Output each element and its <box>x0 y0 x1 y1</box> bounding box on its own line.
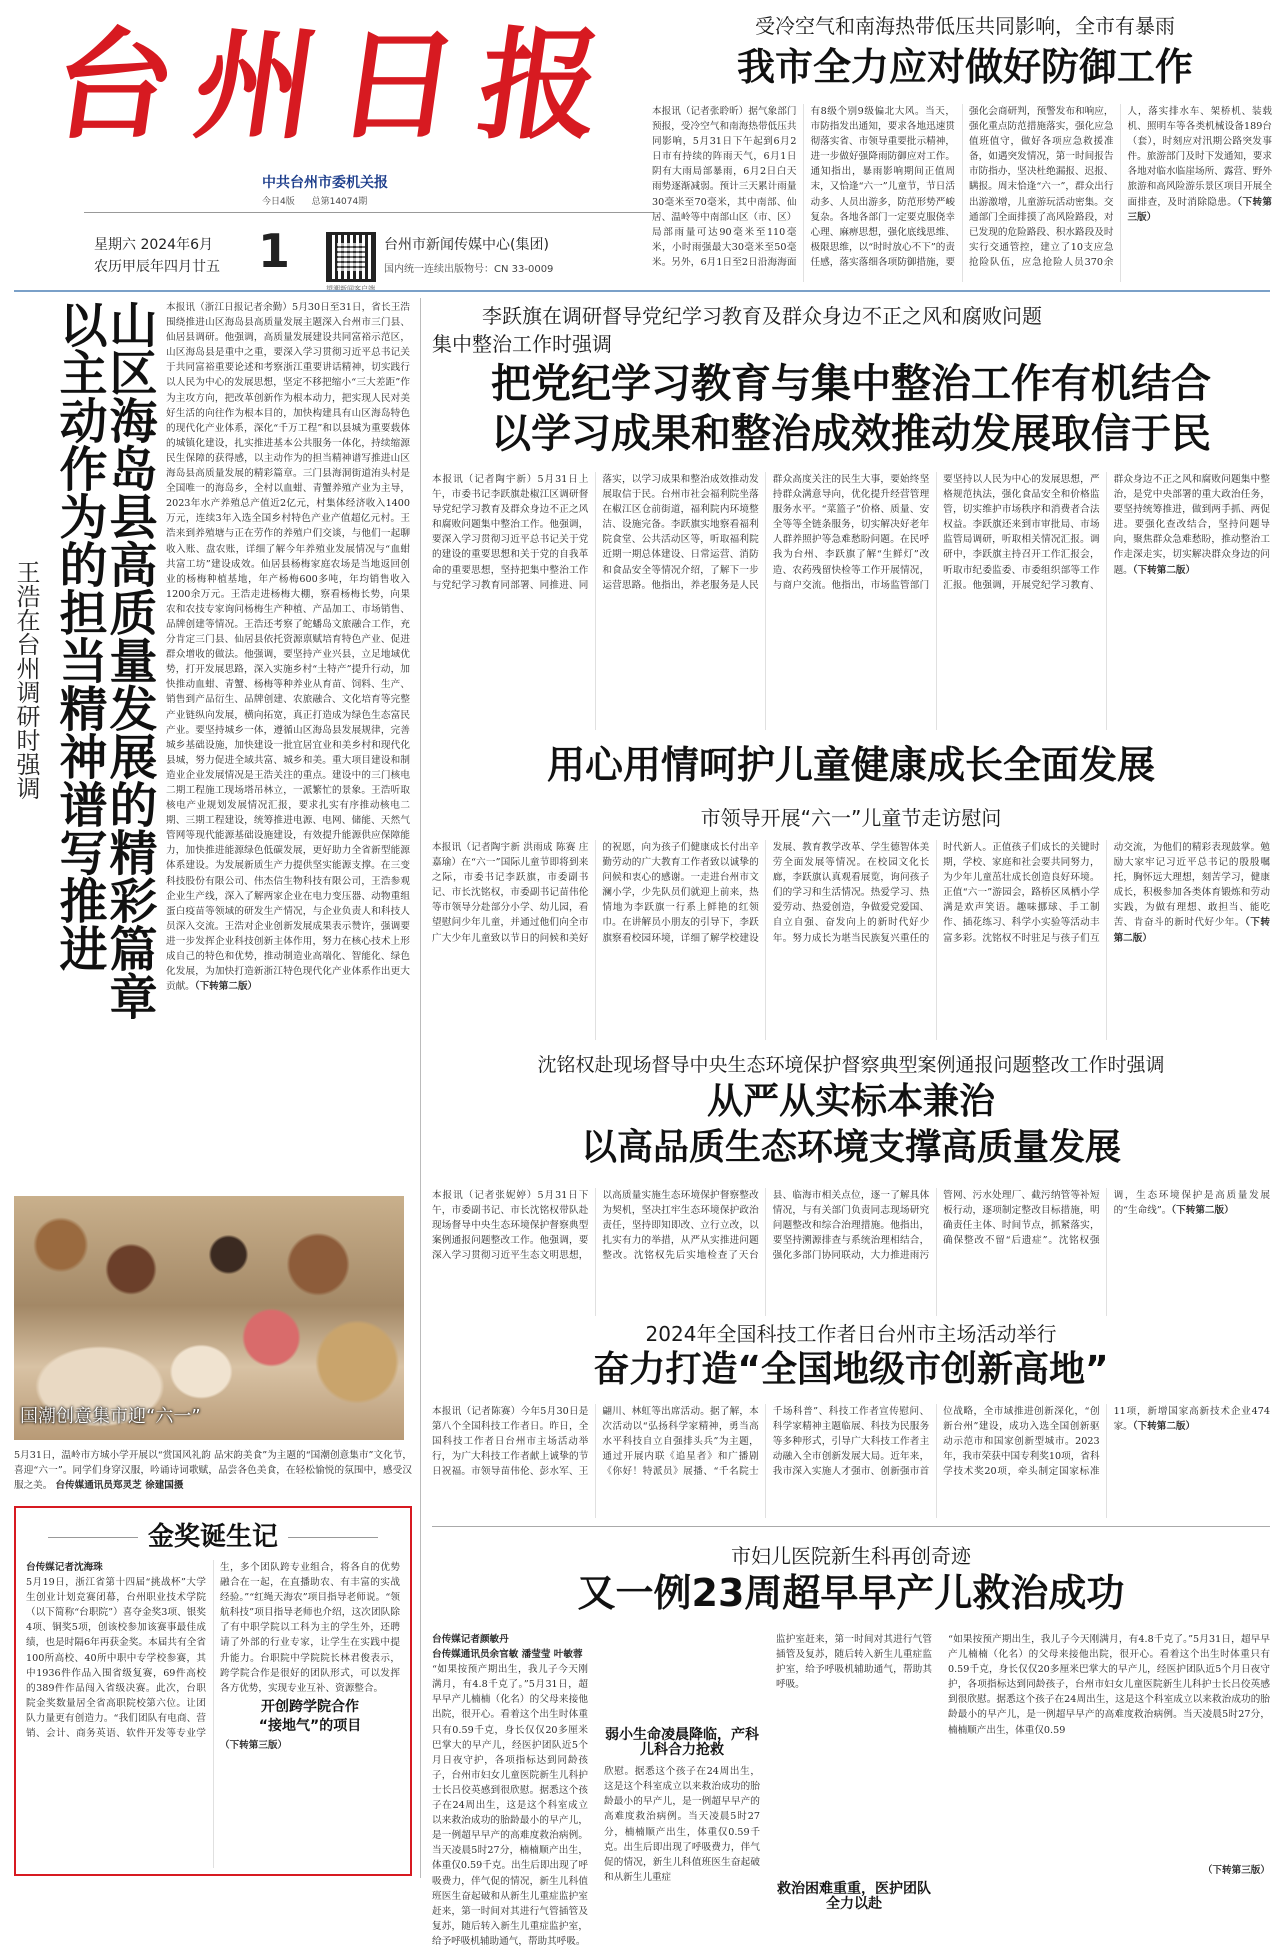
masthead-date <box>94 234 220 278</box>
award-text: 5月19日，浙江省第十四届“挑战杯”大学生创业计划竞赛闭幕，台州职业技术学院（以下简称“台职院”）喜夺金奖3项、银奖4项、铜奖5项，创该校参加该赛事最佳成绩，也是时隔6年再获金奖。本届共有全省100所高校、40所中职中专学校参赛，其中1936件作品入围省级复赛，69件高校的389件作品闯入省级决赛。此次，台职院金奖数量居全省高职院校第六位。让团队力量更有创造力。“我们团队有电商、营销、会计、商务英语、软件开发等专业学生，多个团队跨专业组合，将各自的优势融合在一起，在直播助农、有丰富的实战经验。”“红绳天海农”项目指导老师说。“领航科技”项目指导老师也介绍，这次团队除了有中职学院以工科为主的学生外，还聘请了外部的行业专家，让学生在实践中提升能力。台职院中学院院长林君俊表示，跨学院合作是很好的团队形式，可以发挥各方优势，实现专业互补、资源整合。 <box>26 1562 400 1740</box>
weekday-year: 星期六 2024年6月 <box>94 237 213 253</box>
continue-note: （下转第三版） <box>1202 1864 1270 1876</box>
photo-credit: 台传媒通讯员郑灵芝 徐建国摄 <box>55 1480 184 1492</box>
masthead-subtitle: 中共台州市委机关报 <box>262 175 388 191</box>
hospital-kicker: 市妇儿医院新生科再创奇迹 <box>731 1544 971 1568</box>
issue-number: 总第14074期 <box>311 197 368 207</box>
continue-note: （下转第二版） <box>1132 564 1196 576</box>
center-top-body <box>432 472 1270 730</box>
eco-kicker: 沈铭权赴现场督导中央生态环境保护督察典型案例通报问题整改工作时强调 <box>537 1054 1165 1076</box>
tech-headline: 奋力打造“全国地级市创新高地” <box>593 1349 1109 1390</box>
award-subhead-1: 开创跨学院合作 <box>261 1698 359 1715</box>
top-story-text: 本报讯（记者张聆昕）据气象部门预报，受冷空气和南海热带低压共同影响，5月31日下午起到6月2日市有持续的阵雨天气，6月1日阴有大雨局部暴雨，6月2日白天雨势逐渐减弱。预计三天累计雨量30毫米至70毫米，其中南部、仙居、温岭等中南部山区（市、区）局部雨量可达90毫米至110毫米，小时雨强最大30毫米至50毫米。另外，6月1日至2日沿海海面有8级个别9级偏北大风。当天，市防指发出通知，要求各地迅速贯彻落实省、市领导重要批示精神，进一步做好强降雨防御应对工作。通知指出，暴雨影响期间正值周末，又恰逢“六一”儿童节，节日活动多、人员出游多，防范形势严峻复杂。各地各部门一定要克服侥幸心理、麻痹思想，强化底线思维、极限思维，以“时时放心不下”的责任感，落实落细各项防御措施，要强化会商研判，预警发布和响应，强化重点防范措施落实，强化应急值班值守，做好各项应急救援准备，如遇突发情况，第一时间报告市防指办，坚决杜绝漏报、迟报、瞒报。周末恰逢“六一”，群众出行出游激增，儿童游玩活动密集。交通部门全面排摸了高风险路段，对已发现的危险路段、积水路段及时实行交通管控，建立了10支应急抢险队伍，应急抢险人员370余人，落实排水车、架桥机、装载机、照明车等各类机械设备189台（套），时刻应对汛期公路突发事件。旅游部门及时下发通知，要求各地对临水临崖场所、露营、野外旅游和高风险游乐景区项目开展全面排查，及时消除隐患。 <box>652 106 1272 268</box>
award-subhead-2: “接地气”的项目 <box>258 1717 362 1734</box>
cn-number: 国内统一连续出版物号：CN 33-0009 <box>384 264 554 275</box>
center-headline-1: 把党纪学习教育与集中整治工作有机结合 <box>491 361 1211 407</box>
news-photo <box>14 1196 404 1440</box>
center-headline-2: 以学习成果和整治成效推动发展取信于民 <box>491 411 1211 457</box>
continue-note: （下转第二版） <box>1113 917 1270 944</box>
eco-headline-1: 从严从实标本兼治 <box>706 1081 995 1122</box>
tech-text: 本报讯（记者陈赛）今年5月30日是第八个全国科技工作者日。昨日，全国科技工作者日台州市主场活动举行，为广大科技工作者献上诚挚的节日祝福。市领导苗伟伦、彭水军、王翩川、林虹等出席活动。据了解，本次活动以“弘扬科学家精神，勇当高水平科技自立自强排头兵”为主题，通过开展内联《追星者》和广播剧《你好！特派员》展播、“千名院士千场科普”、科技工作者宣传慰问、科学家精神主题临展、科技为民服务等多种形式，引导广大科技工作者主动融入全市创新发展大局。近年来，我市深入实施人才强市、创新强市首位战略，全市域推进创新深化，“创新台州”建设，成功入选全国创新驱动示范市和国家创新型城市。2023年，我市荣获中国专利奖10项，省科学技术奖20项，牵头制定国家标准11项，新增国家高新技术企业474家。 <box>432 1406 1270 1478</box>
hospital-subhead-2: 救治困难重重，医护团队全力以赴 <box>777 1881 931 1913</box>
photo-text <box>14 1448 412 1500</box>
award-title: 金奖诞生记 <box>16 1516 410 1553</box>
continue-note: （下转第三版） <box>220 1740 288 1752</box>
continue-note: （下转第三版） <box>1127 196 1273 223</box>
photo-description: 5月31日，温岭市方城小学开展以“赏国风礼韵 品宋韵美食”为主题的“国潮创意集市”文化节，喜迎“六一”。同学们身穿汉服，吟诵诗词歌赋，品尝各色美食，在轻松愉悦的氛围中，感受汉服之美。 <box>14 1450 412 1492</box>
page-count: 今日4版 <box>262 197 295 207</box>
photo-caption: 国潮创意集市迎“六一” <box>20 1406 201 1427</box>
hospital-col-3 <box>776 1632 932 1913</box>
continue-note: （下转第二版） <box>194 981 258 993</box>
award-box <box>14 1506 412 1876</box>
hospital-headline: 又一例23周超早早产儿救治成功 <box>577 1571 1125 1615</box>
hospital-col-4 <box>948 1632 1270 1878</box>
eco-body <box>432 1188 1270 1316</box>
hospital-text-cont: “如果按预产期出生，我儿子今天刚满月，有4.8千克了。”5月31日，超早早产儿楠楠（化名）的父母来接他出院，很开心。看着这个出生时体重只有0.59千克，身长仅仅20多厘米巴掌大的早产儿，经医护团队近5个月日夜守护，各项指标达到同龄孩子，台州市妇女儿童医院新生儿科护士长吕佼英感到很欣慰。据悉这个孩子在24周出生，这是这个科室成立以来救治成功的胎龄最小的早产儿，是一例超早早产的高难度救治病例。当天凌晨5时27分，楠楠顺产出生，体重仅0.59 <box>948 1634 1270 1736</box>
continue-note: （下转第二版） <box>1132 1421 1196 1433</box>
masthead-meta <box>262 194 381 207</box>
center-kicker-2: 集中整治工作时强调 <box>432 332 612 356</box>
eco-text: 本报讯（记者张妮婷）5月31日下午，市委副书记、市长沈铭权带队赴现场督导中央生态环境保护督察典型案例通报问题整改工作。他强调，要深入学习贯彻习近平生态文明思想，以高质量实施生态环境保护督察整改为契机，坚决扛牢生态环境保护政治责任，坚持即知即改、立行立改，以扎实有力的举措，从严从实推进问题整改。沈铭权先后实地检查了天台县、临海市相关点位，逐一了解具体情况，与有关部门负责同志现场研究问题整改和综合治理措施。他指出，要坚持溯源排查与系统治理相结合，强化多部门协同联动，大力推进雨污管网、污水处理厂、截污纳管等补短板行动，逐项制定整改目标措施，明确责任主体、时间节点，抓紧落实，确保整改不留“后遗症”。沈铭权强调，生态环境保护是高质量发展的“生命线”。 <box>432 1190 1270 1262</box>
qr-code-icon <box>326 232 376 282</box>
masthead-rule <box>84 212 654 213</box>
hospital-byline: 台传媒记者颜敏丹 <box>432 1634 509 1645</box>
column-divider <box>420 298 421 1878</box>
section-divider <box>432 1526 1270 1527</box>
award-byline: 台传媒记者沈海珠 <box>26 1562 103 1573</box>
section-divider <box>14 290 1270 292</box>
left-feature-sub: 王浩在台州调研时强调 <box>12 560 40 800</box>
hospital-col-1 <box>432 1632 588 1947</box>
hospital-subhead-1: 弱小生命凌晨降临，产科儿科合力抢救 <box>605 1727 759 1759</box>
lunar-date: 农历甲辰年四月廿五 <box>94 259 220 275</box>
top-story-body <box>652 104 1272 282</box>
headline-col1: 山区海岛县高质量发展的精彩篇章 <box>101 300 157 1020</box>
hospital-col-2 <box>604 1632 760 1883</box>
tech-body <box>432 1404 1270 1518</box>
center-top-text: 本报讯（记者陶宇新）5月31日上午，市委书记李跃旗赴椒江区调研督导党纪学习教育及群众身边不正之风和腐败问题集中整治工作。他强调，要深入学习贯彻习近平总书记关于党的建设的重要思想和关于党的自我革命的重要思想，坚持把集中整治工作与党纪学习教育同部署、同推进、同落实，以学习成果和整治成效推动发展取信于民。台州市社会福利院坐落在椒江区仓前街道，福利院内环境整洁、设施完备。李跃旗实地察看福利院食堂、公共活动区等，听取福利院近期一期总体建设、日常运营、消防和食品安全等情况介绍，了解下一步运营思路。他指出，养老服务是人民群众高度关注的民生大事，要始终坚持群众满意导向，优化提升经营管理服务水平。“菜篮子”价格、质量、安全等等全链条服务，切实解决好老年人群养照护等急难愁盼问题。在民呼我为台州、李跃旗了解“生鲜灯”改造、农药残留快检等工作开展情况，与商户交流。他指出，市场监管部门要坚持以人民为中心的发展思想，严格规范执法，强化食品安全和价格监管，切实维护市场秩序和消费者合法权益。李跃旗还来到市审批局、市场监管局调研，听取相关情况汇报。调研中，李跃旗主持召开工作汇报会，听取市纪委监委、市委组织部等工作汇报。他强调，开展党纪学习教育、群众身边不正之风和腐败问题集中整治，是党中央部署的重大政治任务，要坚持统筹推进，做到两手抓、两促进。要强化查改结合，坚持问题导向，聚焦群众急难愁盼，推动整治工作走深走实，切实解决群众身边的问题。 <box>432 474 1270 591</box>
hospital-byline-2: 台传媒通讯员余官敏 潘莹莹 叶敏蓉 <box>432 1649 583 1661</box>
hospital-text-cont: 监护室赶来，第一时间对其进行气管插管及复苏，随后转入新生儿重症监护室，给予呼吸机辅助通气，帮助其呼吸。 <box>776 1634 932 1691</box>
left-feature-headline <box>51 300 157 1070</box>
top-story-headline: 我市全力应对做好防御工作 <box>736 45 1193 89</box>
tech-kicker: 2024年全国科技工作者日台州市主场活动举行 <box>645 1322 1057 1346</box>
masthead <box>14 6 654 293</box>
headline-col2: 以主动作为的担当精神谱写推进 <box>51 300 107 972</box>
children-headline: 用心用情呵护儿童健康成长全面发展 <box>546 743 1155 787</box>
continue-note: （下转第二版） <box>1171 1205 1234 1217</box>
hospital-text-cont: 欣慰。据悉这个孩子在24周出生，这是这个科室成立以来救治成功的胎龄最小的早产儿，是一例超早早产的高难度救治病例。当天凌晨5时27分，楠楠顺产出生，体重仅0.59千克。出生后即出现了呼吸费力，伴气促的情况，新生儿科值班医生奋起破和从新生儿重症 <box>604 1766 760 1883</box>
publisher: 台州市新闻传媒中心(集团) <box>384 237 549 253</box>
hospital-body <box>432 1632 1270 1947</box>
eco-headline-2: 以高品质生态环境支撑高质量发展 <box>580 1127 1121 1168</box>
top-story-kicker: 受冷空气和南海热带低压共同影响，全市有暴雨 <box>755 14 1175 38</box>
award-body <box>26 1560 400 1868</box>
left-feature-body <box>166 300 410 1172</box>
newspaper-logo: 台州日报 <box>44 15 632 156</box>
children-subheadline: 市领导开展“六一”儿童节走访慰问 <box>700 806 1002 830</box>
left-feature-text: 本报讯（浙江日报记者余勤）5月30日至31日，省长王浩围绕推进山区海岛县高质量发展主题深入台州市三门县、仙居县调研。他强调，高质量发展建设共同富裕示范区，山区海岛县是重中之重，要深入学习贯彻习近平总书记关于共同富裕重要论述和考察浙江重要讲话精神，切实践行以人民为中心的发展思想，坚定不移把缩小“三大差距”作为主攻方向，把改革创新作为根本动力，把实现人民对美好生活的向往作为根本目的，加快构建具有山区海岛特色的现代化产业体系，深化“千万工程”和以县城为重要载体的城镇化建设，扎实推进基本公共服务一体化，持续缩源民生保障的获得感，以主动作为的担当精神谱写推进山区海岛县高质量发展的精彩篇章。三门县海洞街道洧头村是全国唯一的海岛乡，全村以血蚶、青蟹养殖产业为主导，2023年水产养殖总产值近2亿元，村集体经济收入1400万元，连续3年入选全国乡村特色产业产值超亿元村。王浩来到养殖塘与正在劳作的养殖户们交谈，与他们一起聊收入账、盘农账，详细了解今年养殖业发展情况与“血蚶共富工坊”建设成效。仙居县杨梅家庭农场是当地返回创业的杨梅种植基地，年产杨梅600多吨，年均销售收入1200余万元。王浩走进杨梅大棚，察看杨梅长势，向果农和农技专家询问杨梅生产种植、产品加工、市场销售、品牌创建等情况。王浩还考察了蛇蟠岛文旅融合工作，充分肯定三门县、仙居县依托资源禀赋培育特色产业、促进群众增收的做法。他强调，要坚持产业兴县，立足地域优势，打开发展思路，深入实施乡村“土特产”提升行动，加快推动血蚶、青蟹、杨梅等种养业从育苗、饲料、生产、销售到产品衍生、品牌创建、农旅融合、文化培育等完整产业链纵向发展，横向拓宽，真正打造成为绿色生态富民产业。要坚持城乡一体，遵循山区海岛县发展规律，完善城乡基础设施，加快建设一批宜居宜业和美乡村和现代化县城，努力促进全域共富、城乡和美。重大项目建设和制造业企业发展情况是王浩关注的重点。建设中的三门核电二期工程施工现场塔吊林立，一派繁忙的景象。王浩听取核电产业规划发展情况汇报，要求扎实有序推动核电二期、三期工程建设，统筹推进电源、电网、储能、天然气管网等现代能源基础设施建设，有效提升能源供应保障能力，加快推进能源绿色低碳发展，更好助力全省新型能源体系建设。为发展新质生产力提供坚实能源支撑。在三变科技股份有限公司、伟杰信生物科技有限公司，王浩参观企业生产线，深入了解两家企业在电力变压器、动物重组蛋白疫苗等领域的研发生产情况，与企业负责人和科技人员深入交流。王浩对企业创新发展成果表示赞许，强调要进一步发挥企业科技创新主体作用，努力在核心技术上形成自己的特色和优势，推动制造业高端化、智能化、绿色化发展，为加快打造新浙江特色现代化产业体系作出更大贡献。 <box>166 302 410 993</box>
qr-caption: 望潮新闻客户端 <box>326 285 375 293</box>
day-number: 1 <box>258 224 291 278</box>
children-body <box>432 840 1270 1040</box>
hospital-text: “如果按预产期出生，我儿子今天刚满月，有4.8千克了。”5月31日，超早早产儿楠楠（化名）的父母来接他出院，很开心。看着这个出生时体重只有0.59千克，身长仅仅20多厘米巴掌大的早产儿，经医护团队近5个月日夜守护，各项指标达到同龄孩子，台州市妇女儿童医院新生儿科护士长吕佼英感到很欣慰。据悉这个孩子在24周出生，这是这个科室成立以来救治成功的胎龄最小的早产儿，是一例超早早产的高难度救治病例。当天凌晨5时27分，楠楠顺产出生，体重仅0.59千克。出生后即出现了呼吸费力，伴气促的情况，新生儿科值班医生奋起破和从新生儿重症监护室赶来，第一时间对其进行气管插管及复苏，随后转入新生儿重症监护室，给予呼吸机辅助通气，帮助其呼吸。 <box>432 1664 588 1947</box>
children-text: 本报讯（记者陶宇新 洪雨成 陈赛 庄嘉瑜）在“六一”国际儿童节即将到来之际，市委书记李跃旗，市委副书记、市长沈铭权，市委副书记苗伟伦等市领导分赴部分小学、幼儿园，看望慰问少年儿童，并通过他们向全市广大少年儿童致以节日的问候和美好的祝愿，向为孩子们健康成长付出辛勤劳动的广大教育工作者致以诚挚的问候和衷心的感谢。一走进台州市文澜小学，少先队员们就迎上前来，热情地为李跃旗一行系上鲜艳的红领巾。在讲解员小朋友的引导下，李跃旗察看校园环境，详细了解学校建设发展、教育教学改革、学生德智体美劳全面发展等情况。在校园文化长廊，李跃旗认真观看展览，询问孩子们的学习和生活情况。热爱学习、热爱劳动、热爱创造，争做爱党爱国、自立自强、奋发向上的新时代好少年。努力成长为堪当民族复兴重任的时代新人。正值孩子们成长的关键时期，学校、家庭和社会要共同努力，为少年儿童茁壮成长创造良好环境。正值“六一”游园会，路桥区凤栖小学满是欢声笑语。趣味挪球、手工制作、插花练习、科学小实验等活动丰富多彩。沈铭权不时驻足与孩子们互动交流，为他们的精彩表现鼓掌。勉励大家牢记习近平总书记的殷殷嘱托，胸怀远大理想，刻苦学习，健康成长，积极参加各类体育锻炼和劳动实践，为做有理想、敢担当、能吃苦、肯奋斗的新时代好少年。 <box>432 842 1270 944</box>
center-kicker-1: 李跃旗在调研督导党纪学习教育及群众身边不正之风和腐败问题 <box>482 304 1042 328</box>
